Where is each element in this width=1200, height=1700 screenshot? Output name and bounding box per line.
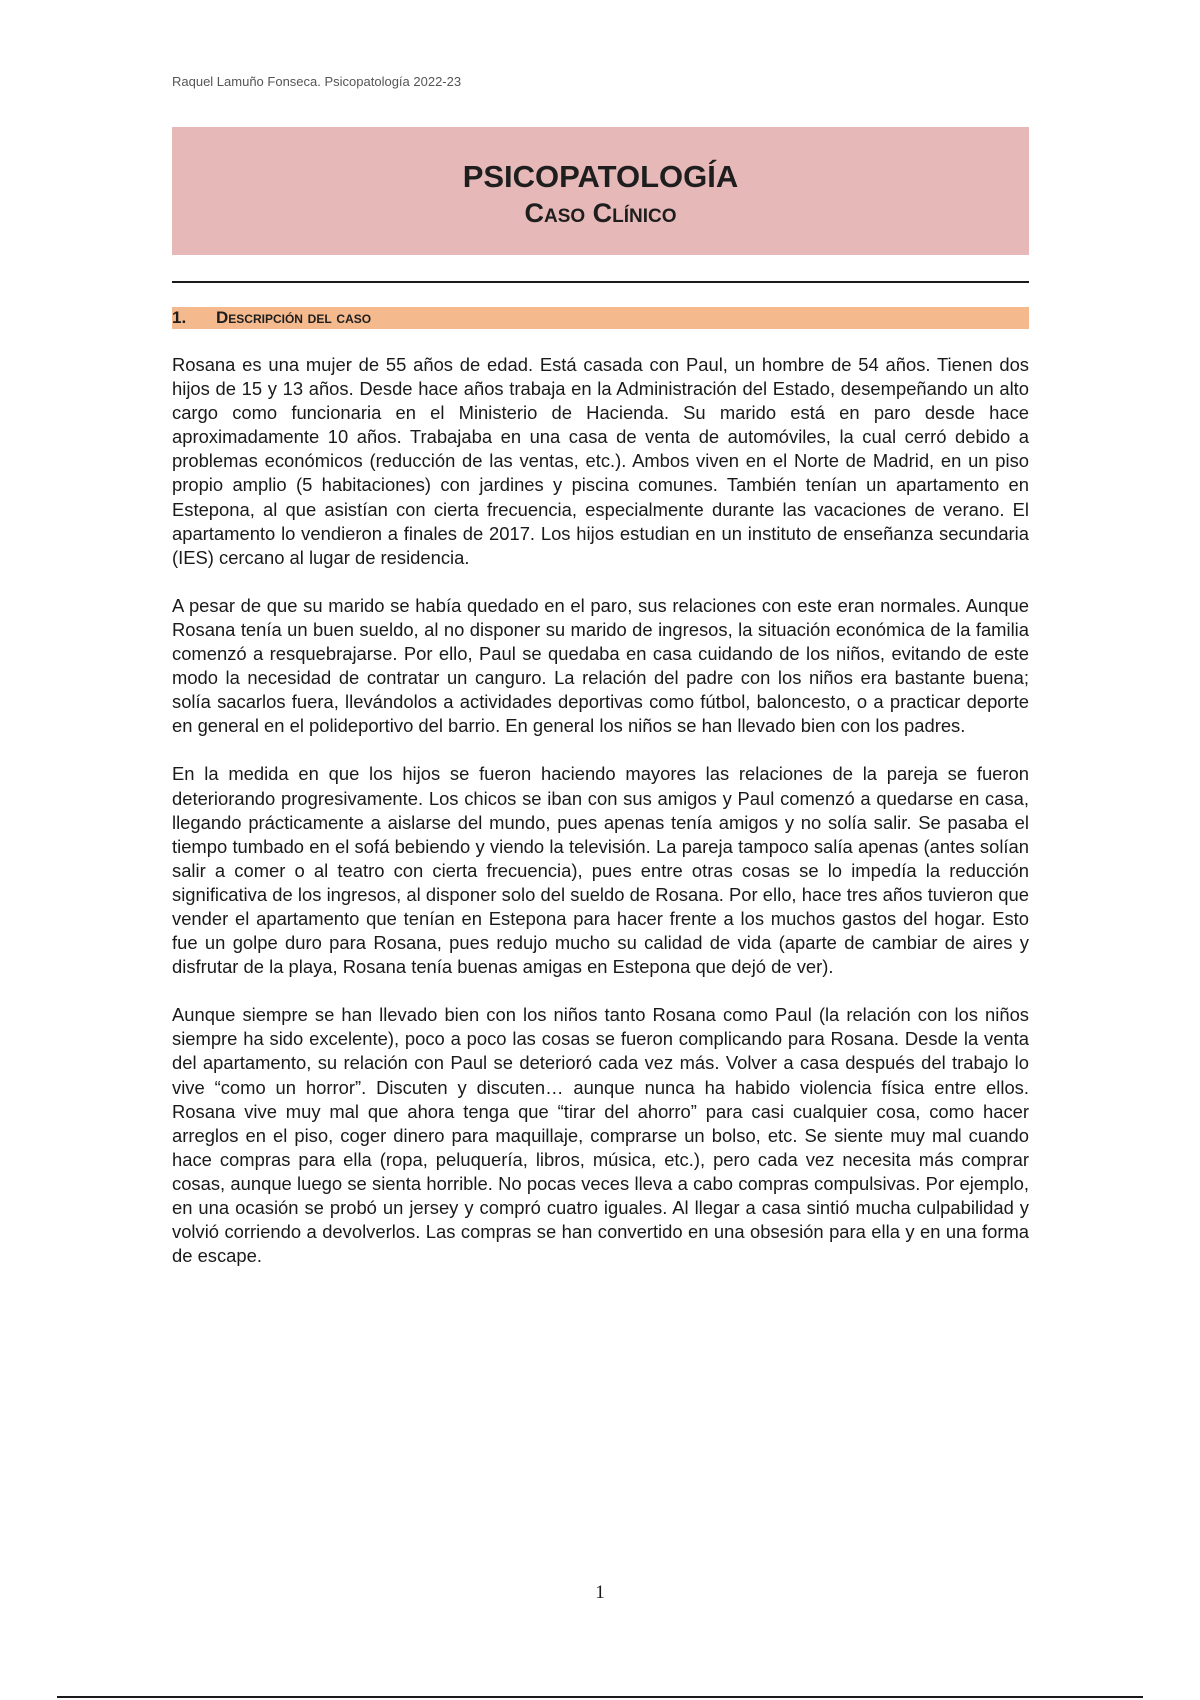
horizontal-divider [172, 281, 1029, 283]
section-title: Descripción del caso [216, 308, 372, 327]
paragraph: Aunque siempre se han llevado bien con los niños tanto Rosana como Paul (la relación con los niños siempre ha sido excelente), poco a poco las cosas se fueron complicando para Rosana. Desde la venta del apartamento, su relación con Paul se deterioró cada vez más. Volver a casa después del trabajo lo vive “como un horror”. Discuten y discuten… aunque nunca ha habido violencia física entre ellos. Rosana vive muy mal que ahora tenga que “tirar del ahorro” para casi cualquier cosa, como hacer arreglos en el piso, coger dinero para maquillaje, comprarse un bolso, etc. Se siente muy mal cuando hace compras para ella (ropa, peluquería, libros, música, etc.), pero cada vez necesita más comprar cosas, aunque luego se sienta horrible. No pocas veces lleva a cabo compras compulsivas. Por ejemplo, en una ocasión se probó un jersey y compró cuatro iguales. Al llegar a casa sintió mucha culpabilidad y volvió corriendo a devolverlos. Las compras se han convertido en una obsesión para ella y en una forma de escape. [172, 1004, 1029, 1267]
page-number: 1 [595, 1582, 605, 1603]
paragraph: A pesar de que su marido se había quedado en el paro, sus relaciones con este eran normales. Aunque Rosana tenía un buen sueldo, al no disponer su marido de ingresos, la situación económica de la familia comenzó a resquebrajarse. Por ello, Paul se quedaba en casa cuidando de los niños, evitando de este modo la necesidad de contratar un canguro. La relación del padre con los niños era bastante buena; solía sacarlos fuera, llevándolos a actividades deportivas como fútbol, baloncesto, o a practicar deporte en general en el polideportivo del barrio. En general los niños se han llevado bien con los padres. [172, 594, 1029, 737]
running-header: Raquel Lamuño Fonseca. Psicopatología 2022-23 [172, 74, 462, 89]
document-subtitle: Caso Clínico [524, 198, 677, 228]
paragraph: Rosana es una mujer de 55 años de edad. Está casada con Paul, un hombre de 54 años. Tienen dos hijos de 15 y 13 años. Desde hace años trabaja en la Administración del Estado, desempeñando un alto cargo como funcionaria en el Ministerio de Hacienda. Su marido está en paro desde hace aproximadamente 10 años. Trabajaba en una casa de venta de automóviles, la cual cerró debido a problemas económicos (reducción de las ventas, etc.). Ambos viven en el Norte de Madrid, en un piso propio amplio (5 habitaciones) con jardines y piscina comunes. También tenían un apartamento en Estepona, al que asistían con cierta frecuencia, especialmente durante las vacaciones de verano. El apartamento lo vendieron a finales de 2017. Los hijos estudian en un instituto de enseñanza secundaria (IES) cercano al lugar de residencia. [172, 354, 1029, 568]
title-box [172, 127, 1029, 255]
section-heading [172, 307, 1029, 329]
section-number: 1. [172, 308, 187, 327]
document-title: PSICOPATOLOGÍA [462, 159, 739, 194]
case-description-body [172, 353, 1029, 1292]
page-bottom-divider [57, 1696, 1143, 1698]
paragraph: En la medida en que los hijos se fueron haciendo mayores las relaciones de la pareja se fueron deteriorando progresivamente. Los chicos se iban con sus amigos y Paul comenzó a quedarse en casa, llegando prácticamente a aislarse del mundo, pues apenas tenía amigos y no solía salir. Se pasaba el tiempo tumbado en el sofá bebiendo y viendo la televisión. La pareja tampoco salía apenas (antes solían salir a comer o al teatro con cierta frecuencia), pues entre otras cosas se lo impedía la reducción significativa de los ingresos, al disponer solo del sueldo de Rosana. Por ello, hace tres años tuvieron que vender el apartamento que tenían en Estepona para hacer frente a los muchos gastos del hogar. Esto fue un golpe duro para Rosana, pues redujo mucho su calidad de vida (aparte de cambiar de aires y disfrutar de la playa, Rosana tenía buenas amigas en Estepona que dejó de ver). [172, 763, 1029, 978]
